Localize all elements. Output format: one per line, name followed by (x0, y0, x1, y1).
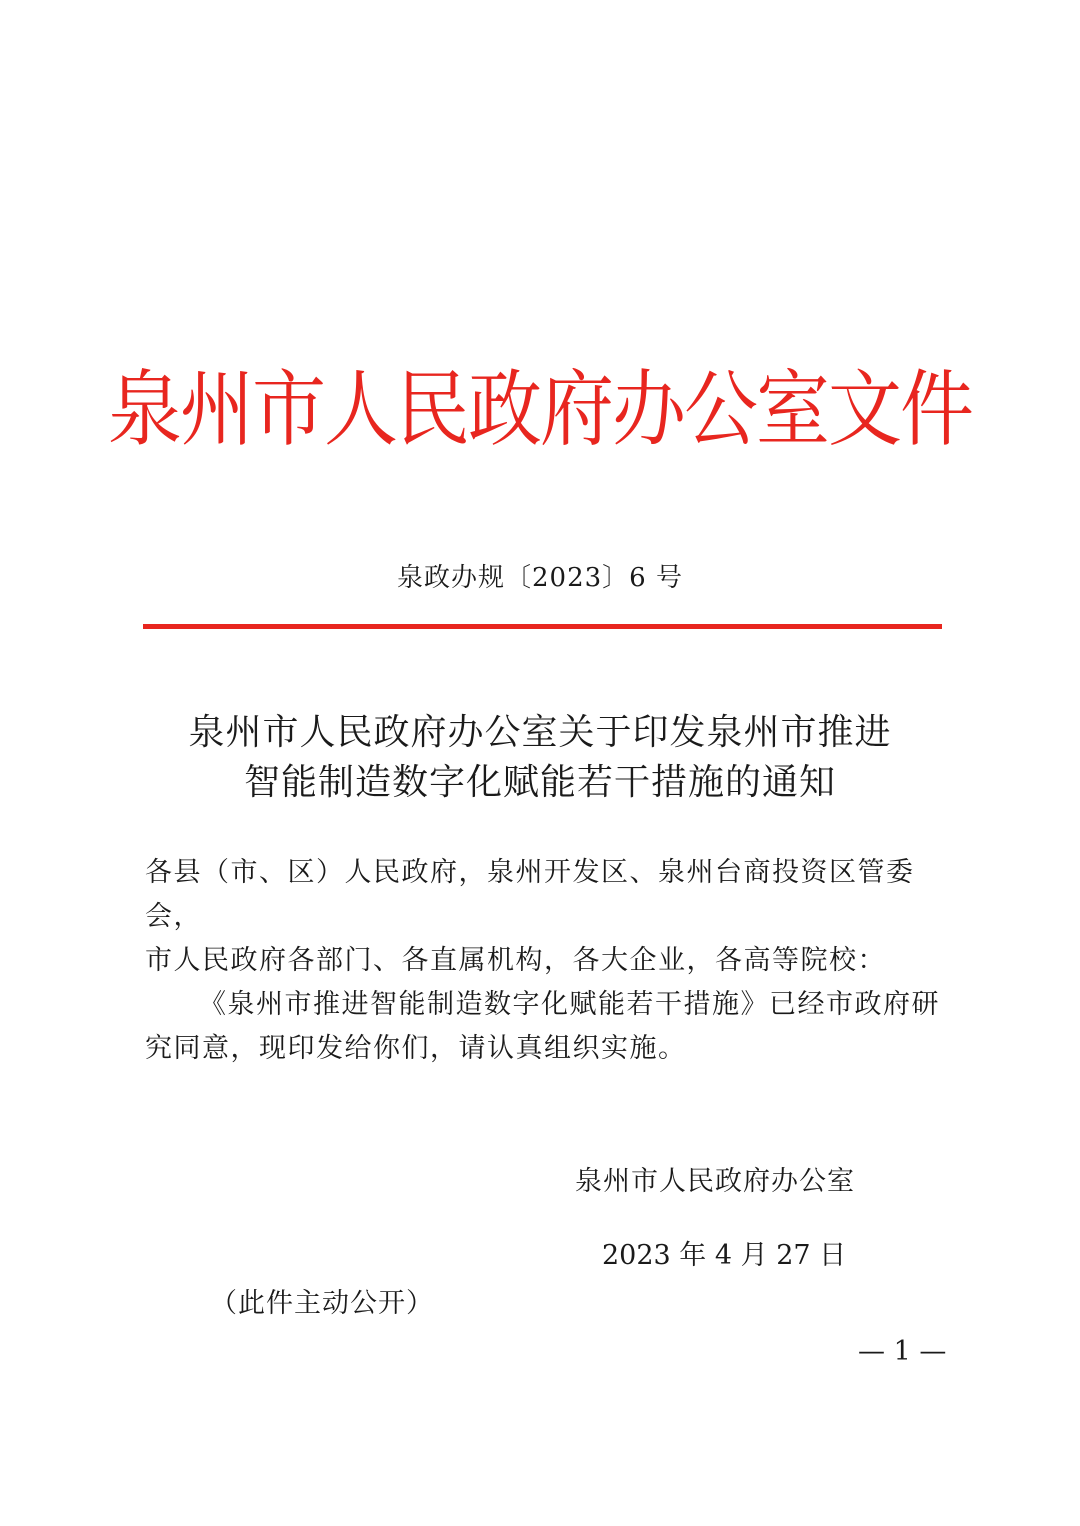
page-number: — 1 — (858, 1336, 947, 1367)
red-separator-rule (143, 624, 942, 629)
document-number: 泉政办规〔2023〕6 号 (397, 563, 683, 593)
document-header-title: 泉州市人民政府办公室文件 (108, 361, 972, 459)
notice-body (145, 851, 950, 1071)
notice-title (120, 708, 960, 808)
notice-title-line-1: 泉州市人民政府办公室关于印发泉州市推进 (188, 712, 892, 753)
issuer-signature: 泉州市人民政府办公室 (575, 1166, 855, 1197)
body-paragraph: 《泉州市推进智能制造数字化赋能若干措施》已经市政府研究同意，现印发给你们，请认真组织实施。 (145, 989, 940, 1064)
notice-title-line-2: 智能制造数字化赋能若干措施的通知 (243, 762, 836, 803)
issue-date: 2023 年 4 月 27 日 (602, 1240, 847, 1271)
recipients-line-1: 各县（市、区）人民政府，泉州开发区、泉州台商投资区管委会， (145, 857, 915, 932)
public-disclosure-note: （此件主动公开） (210, 1288, 434, 1319)
recipients-line-2: 市人民政府各部门、各直属机构，各大企业，各高等院校： (145, 945, 886, 976)
